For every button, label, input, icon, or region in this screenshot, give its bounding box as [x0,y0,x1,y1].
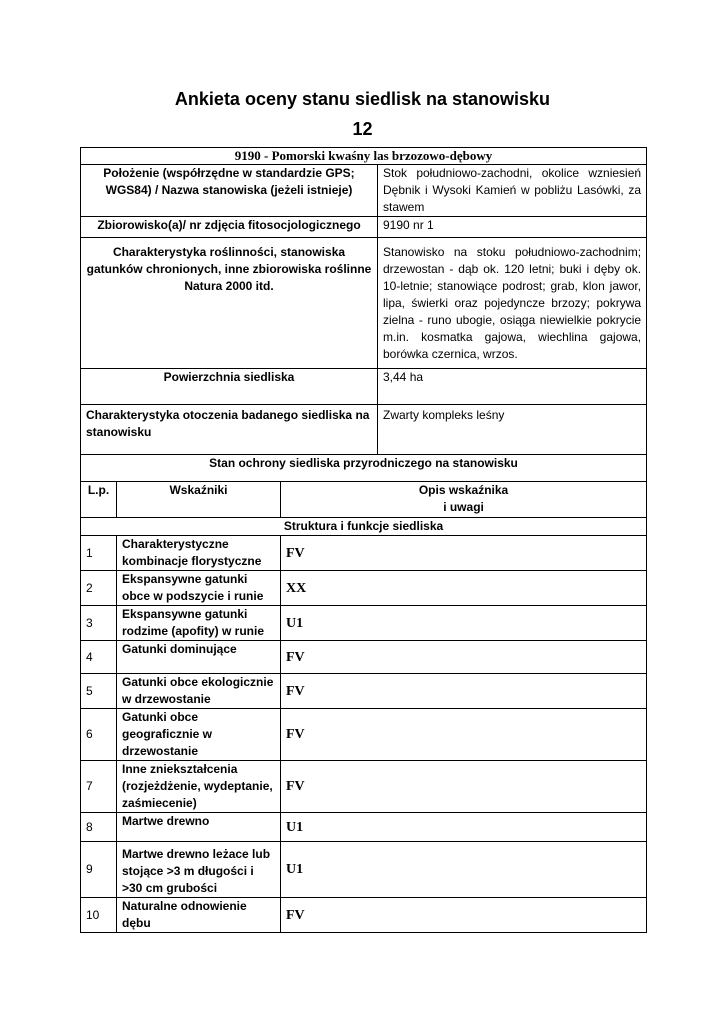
row-indicator: Charakterystyczne kombinacje florystyczne [117,536,281,571]
table-row [81,898,647,933]
row-number: 4 [81,641,117,674]
location-row [81,165,647,217]
table-row [81,674,647,709]
row-indicator: Martwe drewno leżace lub stojące >3 m długości i >30 cm grubości [117,842,281,898]
row-indicator: Gatunki dominujące [117,641,281,674]
status-header-row [81,455,647,482]
row-grade: FV [281,709,647,761]
row-number: 6 [81,709,117,761]
row-number: 8 [81,813,117,842]
table-row [81,842,647,898]
row-indicator: Naturalne odnowienie dębu [117,898,281,933]
row-grade: U1 [281,606,647,641]
description-header-line2: i uwagi [443,500,484,514]
releve-value: 9190 nr 1 [378,217,647,238]
habitat-header: 9190 - Pomorski kwaśny las brzozowo-dębowy [81,148,647,165]
indicator-header: Wskaźniki [117,482,281,518]
row-indicator: Ekspansywne gatunki rodzime (apofity) w runie [117,606,281,641]
location-label: Położenie (współrzędne w standardzie GPS; WGS84) / Nazwa stanowiska (jeżeli istnieje) [81,165,378,217]
releve-row [81,217,647,238]
description-header [281,482,647,518]
section-header: Struktura i funkcje siedliska [81,518,647,536]
survey-table [80,147,647,933]
station-number: 12 [352,119,373,139]
table-row [81,813,647,842]
table-row [81,571,647,606]
status-header: Stan ochrony siedliska przyrodniczego na stanowisku [81,455,647,482]
vegetation-label: Charakterystyka roślinności, stanowiska gatunków chronionych, inne zbiorowiska roślinne Natura 2000 itd. [81,238,378,369]
habitat-header-row [81,148,647,165]
row-number: 1 [81,536,117,571]
lp-header: L.p. [81,482,117,518]
area-label: Powierzchnia siedliska [81,369,378,405]
table-row [81,761,647,813]
page-title: Ankieta oceny stanu siedlisk na stanowisku [174,89,551,109]
row-grade: FV [281,898,647,933]
column-header-row [81,482,647,518]
surroundings-row [81,405,647,455]
releve-label: Zbiorowisko(a)/ nr zdjęcia fitosocjologicznego [81,217,378,238]
vegetation-value: Stanowisko na stoku południowo-zachodnim; drzewostan - dąb ok. 120 letni; buki i dęby ok. 10-letnie; stanowiące podrost; grab, klon jawor, lipa, świerki oraz pojedyncze brzozy; pokrywa zielna - runo ubogie, osiąga niewielkie pokrycie m.in. kosmatka gajowa, wiechlina gajowa, borówka czernica, wrzos. [378,238,647,369]
row-number: 2 [81,571,117,606]
row-number: 5 [81,674,117,709]
area-value: 3,44 ha [378,369,647,405]
row-grade: U1 [281,813,647,842]
row-grade: FV [281,761,647,813]
row-number: 3 [81,606,117,641]
row-indicator: Ekspansywne gatunki obce w podszycie i runie [117,571,281,606]
row-indicator: Gatunki obce geograficznie w drzewostanie [117,709,281,761]
row-grade: U1 [281,842,647,898]
row-grade: XX [281,571,647,606]
location-value: Stok południowo-zachodni, okolice wzniesień Dębnik i Wysoki Kamień w pobliżu Lasówki, za stawem [378,165,647,217]
row-grade: FV [281,641,647,674]
area-row [81,369,647,405]
row-indicator: Inne zniekształcenia (rozjeżdżenie, wydeptanie, zaśmiecenie) [117,761,281,813]
row-indicator: Gatunki obce ekologicznie w drzewostanie [117,674,281,709]
row-indicator: Martwe drewno [117,813,281,842]
table-row [81,641,647,674]
row-grade: FV [281,674,647,709]
section-header-row [81,518,647,536]
description-header-line1: Opis wskaźnika [418,483,509,497]
row-number: 9 [81,842,117,898]
surroundings-label: Charakterystyka otoczenia badanego siedliska na stanowisku [81,405,378,455]
table-row [81,536,647,571]
table-row [81,606,647,641]
table-row [81,709,647,761]
vegetation-row [81,238,647,369]
surroundings-value: Zwarty kompleks leśny [378,405,647,455]
row-number: 10 [81,898,117,933]
row-number: 7 [81,761,117,813]
row-grade: FV [281,536,647,571]
